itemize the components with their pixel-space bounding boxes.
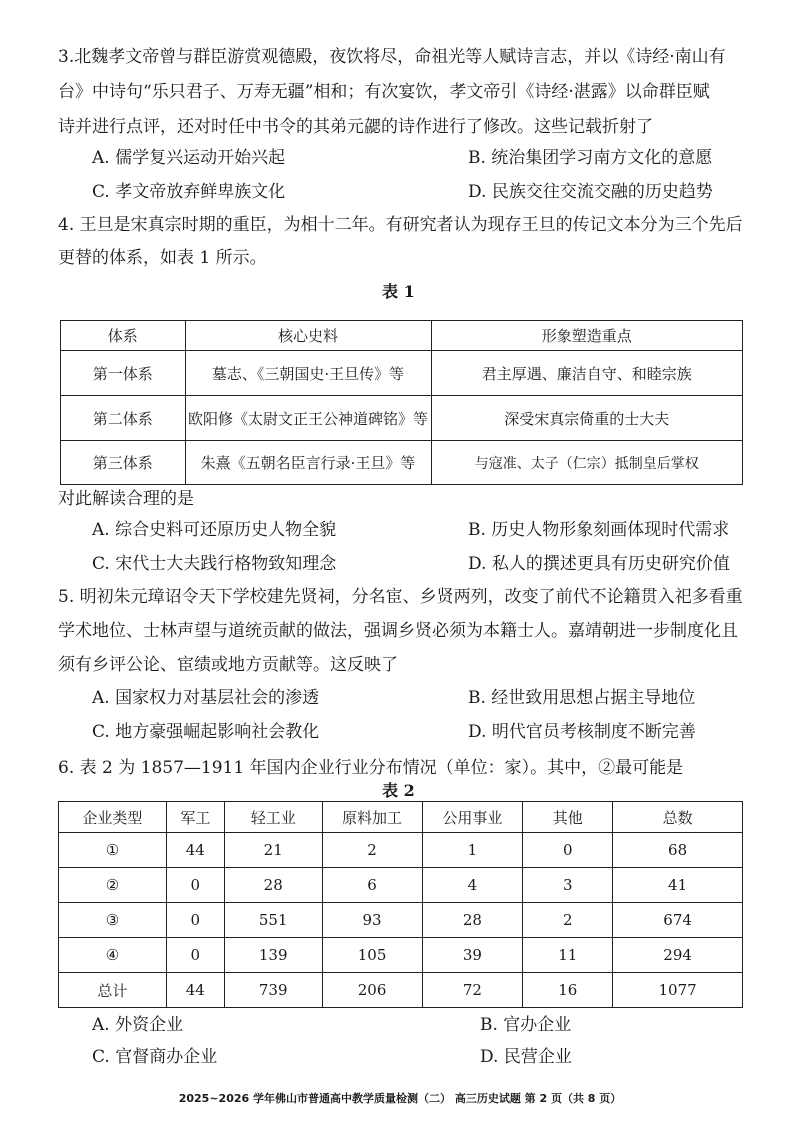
q5-line-2: 学术地位、士林声望与道统贡献的做法，强调乡贤必须为本籍士人。嘉靖朝进一步制度化且 xyxy=(58,621,738,641)
table-2-cell: 21 xyxy=(224,833,322,868)
table-2-cell: 72 xyxy=(422,973,523,1008)
q5-option-d[interactable]: D. 明代官员考核制度不断完善 xyxy=(468,722,696,742)
table-1-cell: 墓志、《三朝国史·王旦传》等 xyxy=(185,351,431,396)
table-row xyxy=(61,351,743,396)
q6-option-d[interactable]: D. 民营企业 xyxy=(480,1047,572,1067)
q3-option-a[interactable]: A. 儒学复兴运动开始兴起 xyxy=(92,148,286,168)
table-2-cell: 2 xyxy=(322,833,422,868)
q4-stem-end: 对此解读合理的是 xyxy=(58,489,194,509)
table-2-cell: 1077 xyxy=(613,973,743,1008)
table-2-header-cell: 公用事业 xyxy=(422,802,523,833)
table-1-caption: 表 1 xyxy=(382,282,415,301)
table-2-cell: 2 xyxy=(523,903,613,938)
q5-option-b[interactable]: B. 经世致用思想占据主导地位 xyxy=(468,688,696,708)
table-2-cell: 39 xyxy=(422,938,523,973)
table-1-cell: 君主厚遇、廉洁自守、和睦宗族 xyxy=(431,351,742,396)
table-2-cell: 28 xyxy=(422,903,523,938)
table-1-cell: 第一体系 xyxy=(61,351,186,396)
table-2-cell: 1 xyxy=(422,833,523,868)
table-2-cell: 206 xyxy=(322,973,422,1008)
table-1-cell: 朱熹《五朝名臣言行录·王旦》等 xyxy=(185,441,431,485)
q3-line-3: 诗并进行点评，还对时任中书令的其弟元勰的诗作进行了修改。这些记载折射了 xyxy=(58,117,653,137)
table-2-cell: 11 xyxy=(523,938,613,973)
table-row xyxy=(59,903,743,938)
table-2-header-row xyxy=(59,802,743,833)
table-2-cell: ③ xyxy=(59,903,167,938)
table-2-header-cell: 原料加工 xyxy=(322,802,422,833)
table-2-cell: 41 xyxy=(613,868,743,903)
q4-line-2: 更替的体系，如表 1 所示。 xyxy=(58,248,267,268)
table-2-cell: 551 xyxy=(224,903,322,938)
table-2-cell: 4 xyxy=(422,868,523,903)
table-row xyxy=(61,396,743,441)
table-2 xyxy=(58,801,743,1008)
q4-line-1: 4. 王旦是宋真宗时期的重臣，为相十二年。有研究者认为现存王旦的传记文本分为三个先后 xyxy=(58,215,743,235)
table-2-cell: 294 xyxy=(613,938,743,973)
table-2-cell: 28 xyxy=(224,868,322,903)
table-2-cell: 3 xyxy=(523,868,613,903)
table-1-header-row xyxy=(61,321,743,351)
q6-line: 6. 表 2 为 1857—1911 年国内企业行业分布情况（单位：家）。其中，②最可能是 xyxy=(58,758,684,778)
table-2-header-cell: 其他 xyxy=(523,802,613,833)
q3-line-2: 台》中诗句“乐只君子、万寿无疆”相和；有次宴饮，孝文帝引《诗经·湛露》以命群臣赋 xyxy=(58,82,710,102)
table-2-cell: 0 xyxy=(166,903,224,938)
table-1-header-cell: 体系 xyxy=(61,321,186,351)
q3-line-1: 3.北魏孝文帝曾与群臣游赏观德殿，夜饮将尽，命祖光等人赋诗言志，并以《诗经·南山有 xyxy=(58,47,726,67)
table-2-caption: 表 2 xyxy=(382,781,415,800)
q6-option-c[interactable]: C. 官督商办企业 xyxy=(92,1047,218,1067)
table-2-cell: 105 xyxy=(322,938,422,973)
q4-option-a[interactable]: A. 综合史料可还原历史人物全貌 xyxy=(92,520,337,540)
table-1-header-cell: 核心史料 xyxy=(185,321,431,351)
table-1-cell: 第三体系 xyxy=(61,441,186,485)
table-2-cell: 总计 xyxy=(59,973,167,1008)
table-2-cell: 0 xyxy=(166,868,224,903)
table-2-cell: 93 xyxy=(322,903,422,938)
q4-option-c[interactable]: C. 宋代士大夫践行格物致知理念 xyxy=(92,554,337,574)
q4-option-b[interactable]: B. 历史人物形象刻画体现时代需求 xyxy=(468,520,730,540)
table-2-header-cell: 企业类型 xyxy=(59,802,167,833)
table-row xyxy=(61,441,743,485)
table-row xyxy=(59,973,743,1008)
q5-line-3: 须有乡评公论、宦绩或地方贡献等。这反映了 xyxy=(58,655,398,675)
q6-option-a[interactable]: A. 外资企业 xyxy=(92,1015,184,1035)
q3-option-d[interactable]: D. 民族交往交流交融的历史趋势 xyxy=(468,182,713,202)
table-2-cell: 44 xyxy=(166,973,224,1008)
page-footer: 2025~2026 学年佛山市普通高中教学质量检测（二） 高三历史试题 第 2 页（共 8 页） xyxy=(178,1092,622,1105)
table-1-header-cell: 形象塑造重点 xyxy=(431,321,742,351)
table-2-cell: ② xyxy=(59,868,167,903)
table-2-cell: 16 xyxy=(523,973,613,1008)
q3-option-b[interactable]: B. 统治集团学习南方文化的意愿 xyxy=(468,148,713,168)
table-2-cell: ① xyxy=(59,833,167,868)
table-row xyxy=(59,833,743,868)
q5-option-a[interactable]: A. 国家权力对基层社会的渗透 xyxy=(92,688,320,708)
table-2-header-cell: 总数 xyxy=(613,802,743,833)
table-2-cell: 0 xyxy=(166,938,224,973)
table-1-cell: 第二体系 xyxy=(61,396,186,441)
table-2-cell: 739 xyxy=(224,973,322,1008)
q6-option-b[interactable]: B. 官办企业 xyxy=(480,1015,572,1035)
table-2-cell: 674 xyxy=(613,903,743,938)
table-2-cell: 44 xyxy=(166,833,224,868)
table-2-cell: 0 xyxy=(523,833,613,868)
table-2-header-cell: 军工 xyxy=(166,802,224,833)
table-row xyxy=(59,938,743,973)
q4-option-d[interactable]: D. 私人的撰述更具有历史研究价值 xyxy=(468,554,730,574)
q5-option-c[interactable]: C. 地方豪强崛起影响社会教化 xyxy=(92,722,320,742)
table-2-cell: 6 xyxy=(322,868,422,903)
q5-line-1: 5. 明初朱元璋诏令天下学校建先贤祠，分名宦、乡贤两列，改变了前代不论籍贯入祀多看重 xyxy=(58,587,743,607)
table-2-cell: 139 xyxy=(224,938,322,973)
q3-option-c[interactable]: C. 孝文帝放弃鲜卑族文化 xyxy=(92,182,286,202)
table-1 xyxy=(60,320,743,485)
table-row xyxy=(59,868,743,903)
table-1-cell: 与寇准、太子（仁宗）抵制皇后掌权 xyxy=(431,441,742,485)
table-2-cell: 68 xyxy=(613,833,743,868)
table-1-cell: 深受宋真宗倚重的士大夫 xyxy=(431,396,742,441)
table-2-cell: ④ xyxy=(59,938,167,973)
table-2-header-cell: 轻工业 xyxy=(224,802,322,833)
table-1-cell: 欧阳修《太尉文正王公神道碑铭》等 xyxy=(185,396,431,441)
